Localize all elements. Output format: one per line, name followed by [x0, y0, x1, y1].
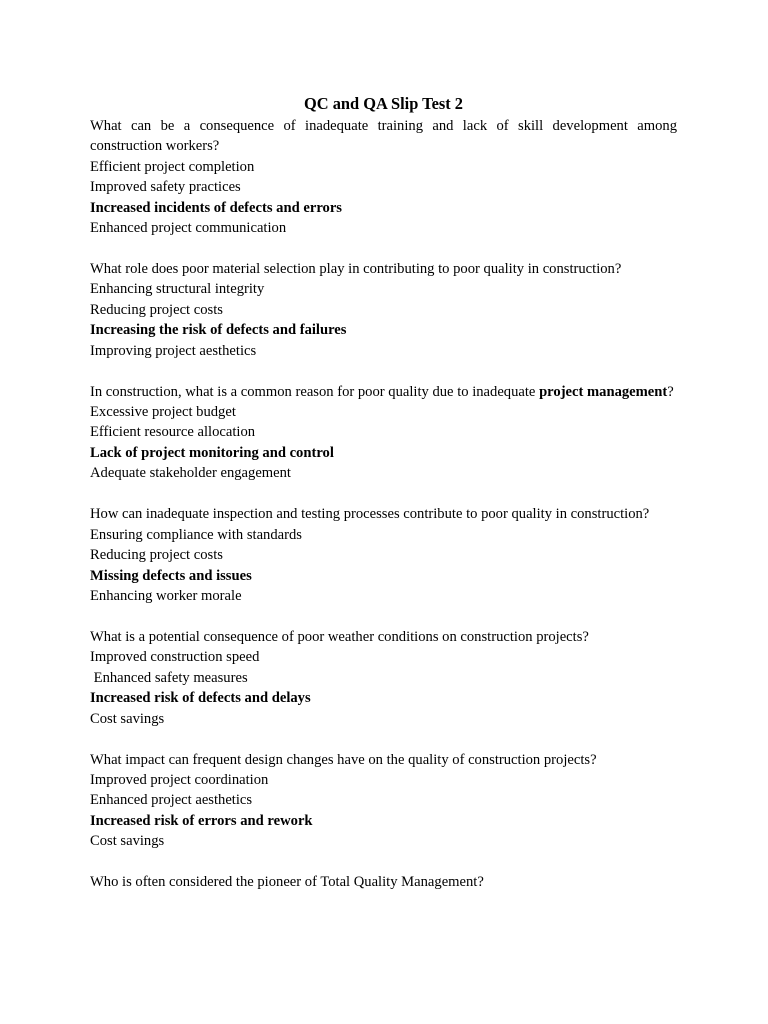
spacer [90, 606, 677, 627]
page-title: QC and QA Slip Test 2 [304, 94, 463, 113]
question-1-text: What can be a consequence of inadequate training and lack of skill development among construction workers? [90, 118, 677, 155]
question-4-option-4: Enhancing worker morale [90, 587, 242, 604]
question-6-option-2: Enhanced project aesthetics [90, 792, 253, 809]
question-1-option-1: Efficient project completion [90, 158, 255, 175]
question-2 [90, 259, 677, 361]
question-6-option-1: Improved project coordination [90, 771, 269, 788]
question-5-option-1: Improved construction speed [90, 649, 260, 666]
question-3-text [90, 382, 677, 402]
question-5-option-4: Cost savings [90, 710, 165, 727]
question-3 [90, 382, 677, 484]
question-6-answer: Increased risk of errors and rework [90, 812, 313, 829]
question-3-option-2: Efficient resource allocation [90, 424, 256, 441]
question-1 [90, 116, 677, 238]
question-4-option-2: Reducing project costs [90, 547, 223, 564]
question-5-text: What is a potential consequence of poor weather conditions on construction projects? [90, 628, 589, 645]
spacer [90, 852, 677, 873]
question-3-option-4: Adequate stakeholder engagement [90, 465, 291, 482]
question-2-option-2: Reducing project costs [90, 301, 223, 318]
document-page [90, 93, 677, 893]
question-4-answer: Missing defects and issues [90, 567, 252, 584]
question-2-answer: Increasing the risk of defects and failures [90, 322, 347, 339]
question-6-text: What impact can frequent design changes have on the quality of construction projects? [90, 751, 597, 768]
question-3-text-bold: project management [539, 383, 668, 400]
spacer [90, 729, 677, 750]
question-7-text: Who is often considered the pioneer of Total Quality Management? [90, 874, 484, 891]
spacer [90, 361, 677, 382]
question-6 [90, 750, 677, 852]
question-4-option-1: Ensuring compliance with standards [90, 526, 302, 543]
question-1-option-2: Improved safety practices [90, 179, 241, 196]
question-2-text: What role does poor material selection play in contributing to poor quality in construction? [90, 261, 622, 278]
question-2-option-4: Improving project aesthetics [90, 342, 257, 359]
question-4-text: How can inadequate inspection and testing processes contribute to poor quality in construction? [90, 506, 650, 523]
question-6-option-4: Cost savings [90, 833, 165, 850]
question-3-text-start: In construction, what is a common reason for poor quality due to inadequate [90, 383, 536, 400]
spacer [90, 238, 677, 259]
question-7 [90, 872, 677, 892]
question-1-option-4: Enhanced project communication [90, 220, 287, 237]
question-3-text-end: ? [667, 383, 674, 400]
question-3-answer: Lack of project monitoring and control [90, 444, 334, 461]
question-5-answer: Increased risk of defects and delays [90, 690, 311, 707]
question-5 [90, 627, 677, 729]
question-1-answer: Increased incidents of defects and errors [90, 199, 342, 216]
question-5-option-2: Enhanced safety measures [90, 669, 248, 686]
question-4 [90, 504, 677, 606]
question-3-option-1: Excessive project budget [90, 404, 236, 421]
question-2-option-1: Enhancing structural integrity [90, 281, 265, 298]
spacer [90, 484, 677, 505]
